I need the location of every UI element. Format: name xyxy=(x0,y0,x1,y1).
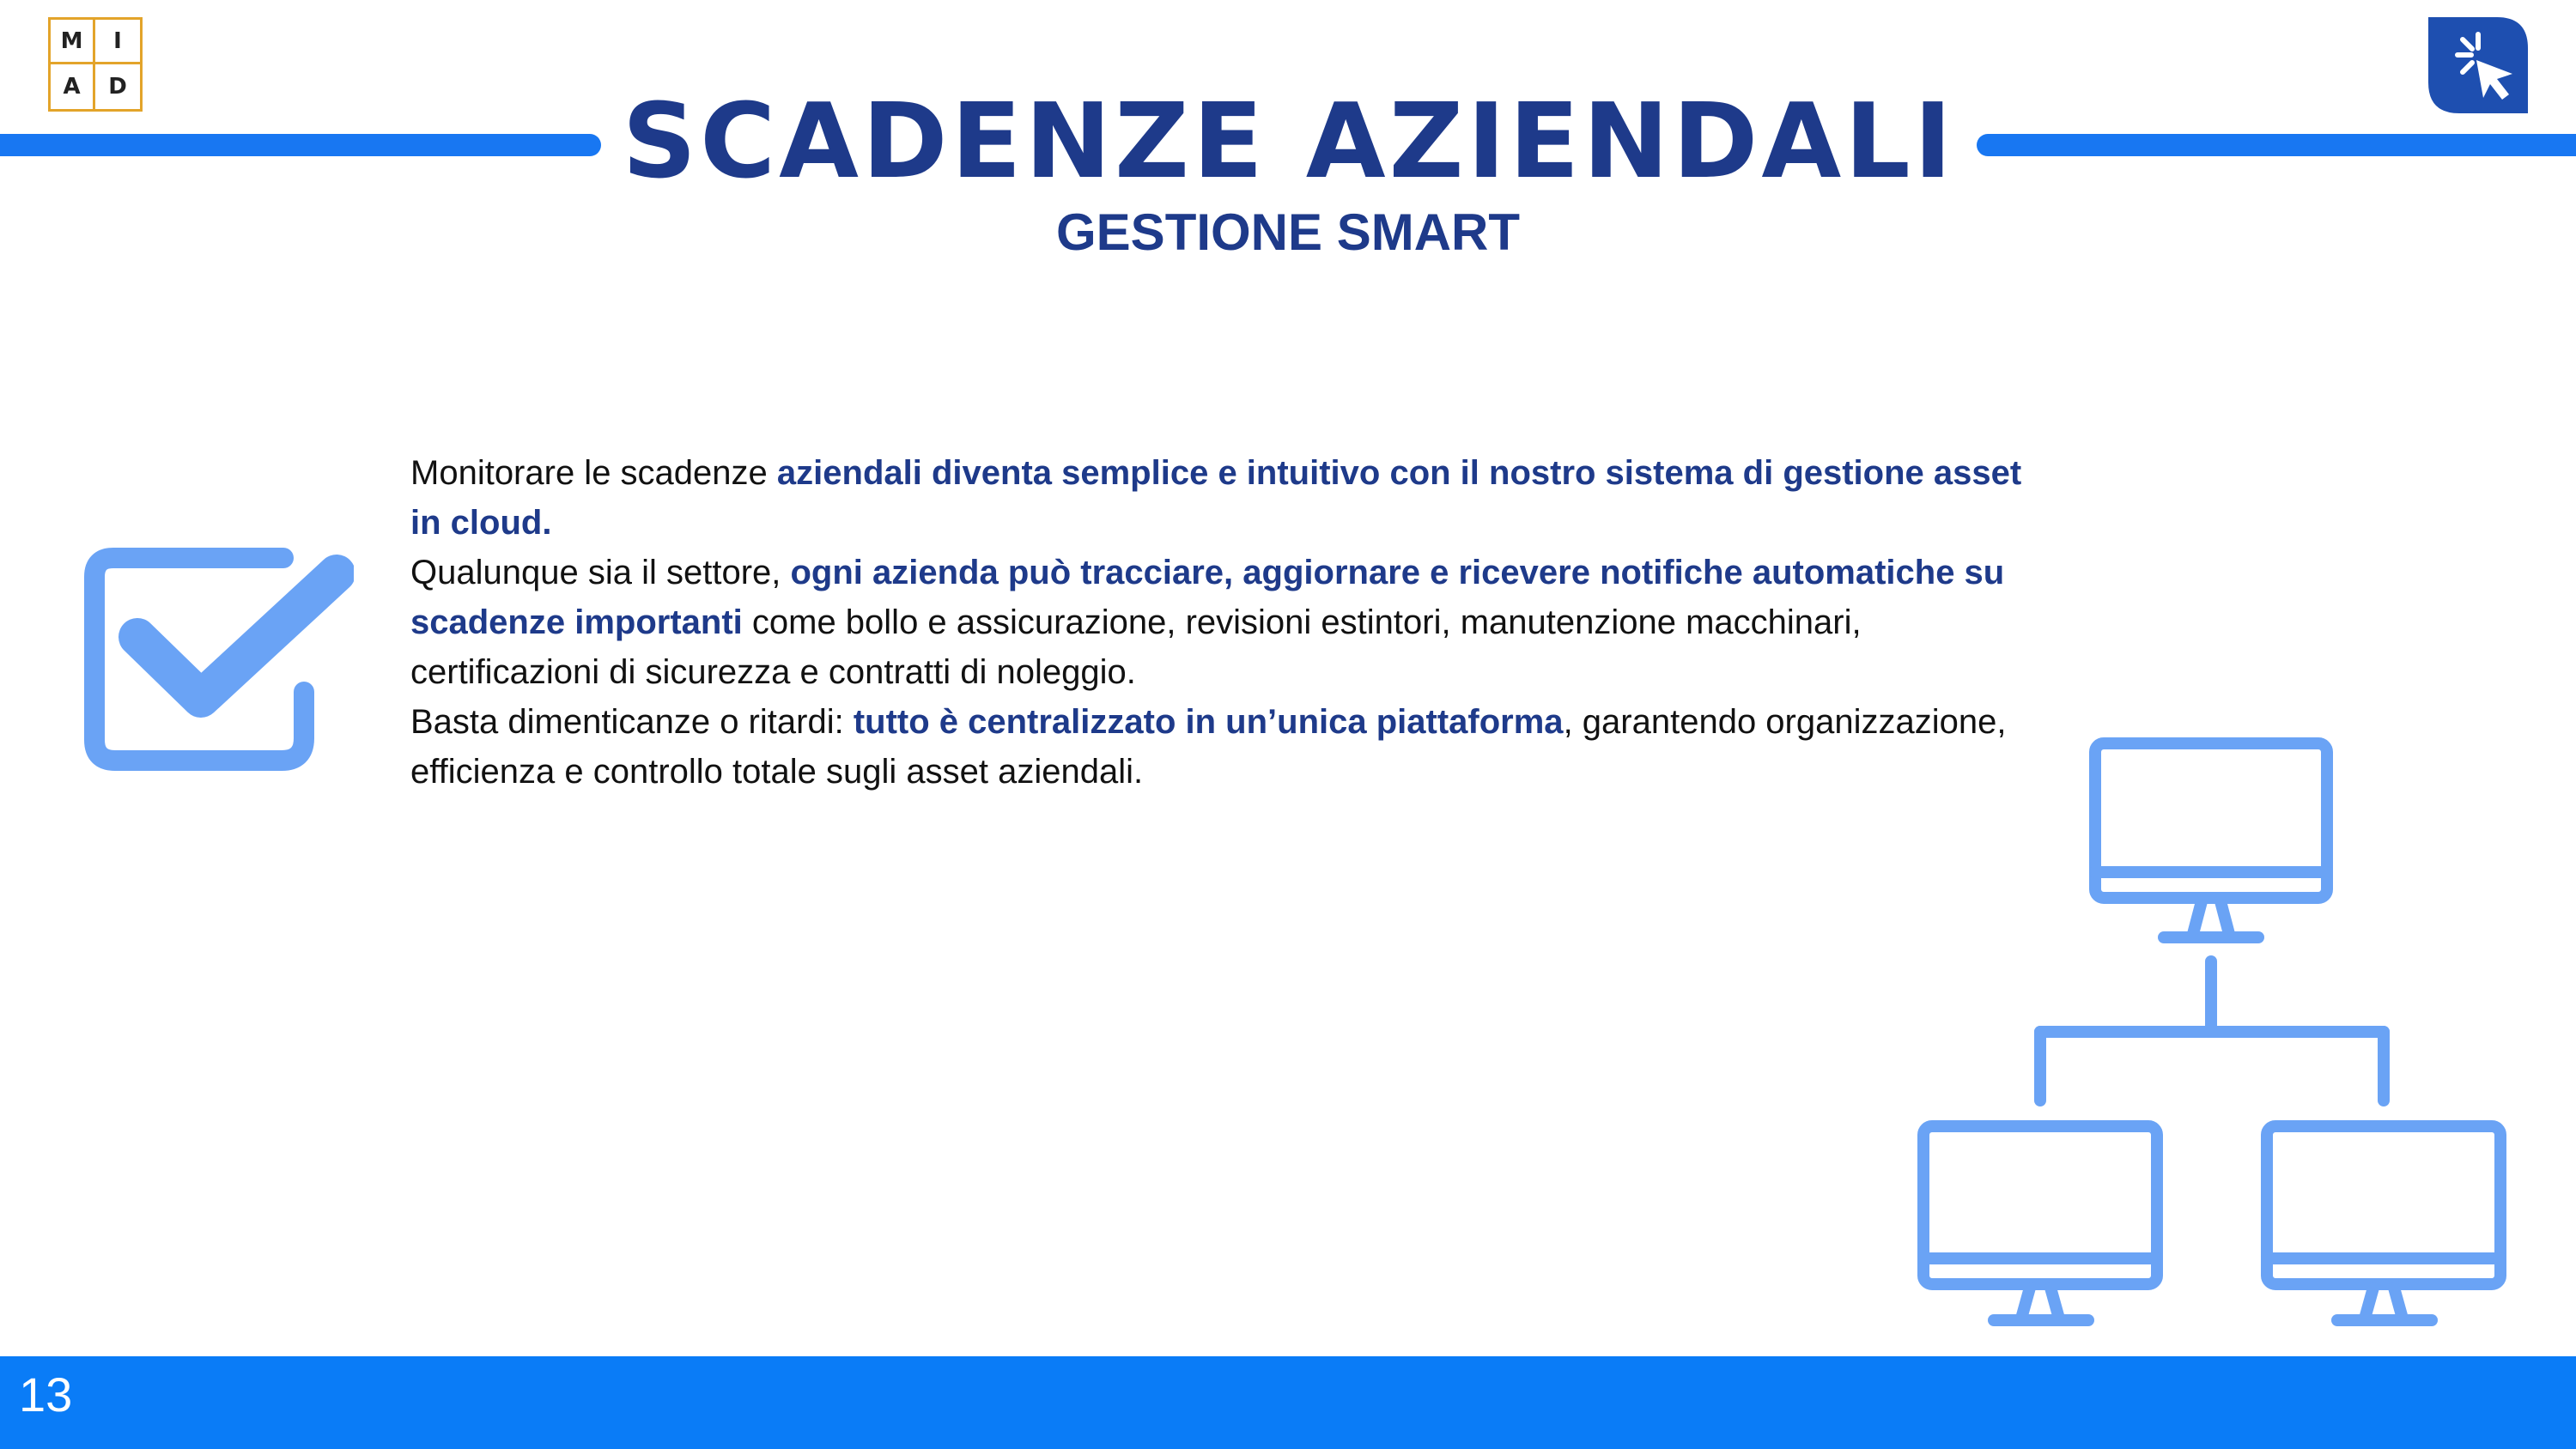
text-run: Monitorare le scadenze xyxy=(410,454,777,492)
highlight-text: ogni azienda può tracciare, aggiornare e ricevere notifiche automatiche su scadenze importanti xyxy=(410,554,2005,641)
page-title: SCADENZE AZIENDALI xyxy=(622,82,1956,202)
body-text xyxy=(410,448,2059,797)
logo-letter: M xyxy=(51,20,95,64)
text-run: Basta dimenticanze o ritardi: xyxy=(410,703,854,741)
computer-network-icon xyxy=(1910,730,2511,1331)
paragraph-conclusion xyxy=(410,697,2059,797)
logo-letter: A xyxy=(51,64,95,109)
footer-bar xyxy=(0,1356,2576,1449)
page-number: 13 xyxy=(19,1367,73,1422)
highlight-text: aziendali diventa semplice e intuitivo con il nostro sistema di gestione asset in cloud. xyxy=(410,454,2022,542)
page-subtitle: GESTIONE SMART xyxy=(1055,203,1521,261)
paragraph-intro xyxy=(410,448,2059,548)
text-run: come bollo e assicurazione, revisioni estintori, manutenzione macchinari, certificazioni di sicurezza e contratti di noleggio. xyxy=(410,603,1862,691)
text-run: , garantendo organizzazione, efficienza e controllo totale sugli asset aziendali. xyxy=(410,703,2007,791)
logo-letter: I xyxy=(95,20,140,64)
title-accent-line-right xyxy=(1977,134,2576,156)
checkbox-check-icon xyxy=(79,541,354,777)
paragraph-sectors xyxy=(410,548,2059,697)
miad-logo xyxy=(48,17,143,112)
title-accent-line-left xyxy=(0,134,601,156)
logo-letter: D xyxy=(108,74,127,100)
cursor-click-icon xyxy=(2428,17,2528,113)
text-run: Qualunque sia il settore, xyxy=(410,554,791,591)
highlight-text: tutto è centralizzato in un’unica piattaforma xyxy=(853,703,1564,741)
